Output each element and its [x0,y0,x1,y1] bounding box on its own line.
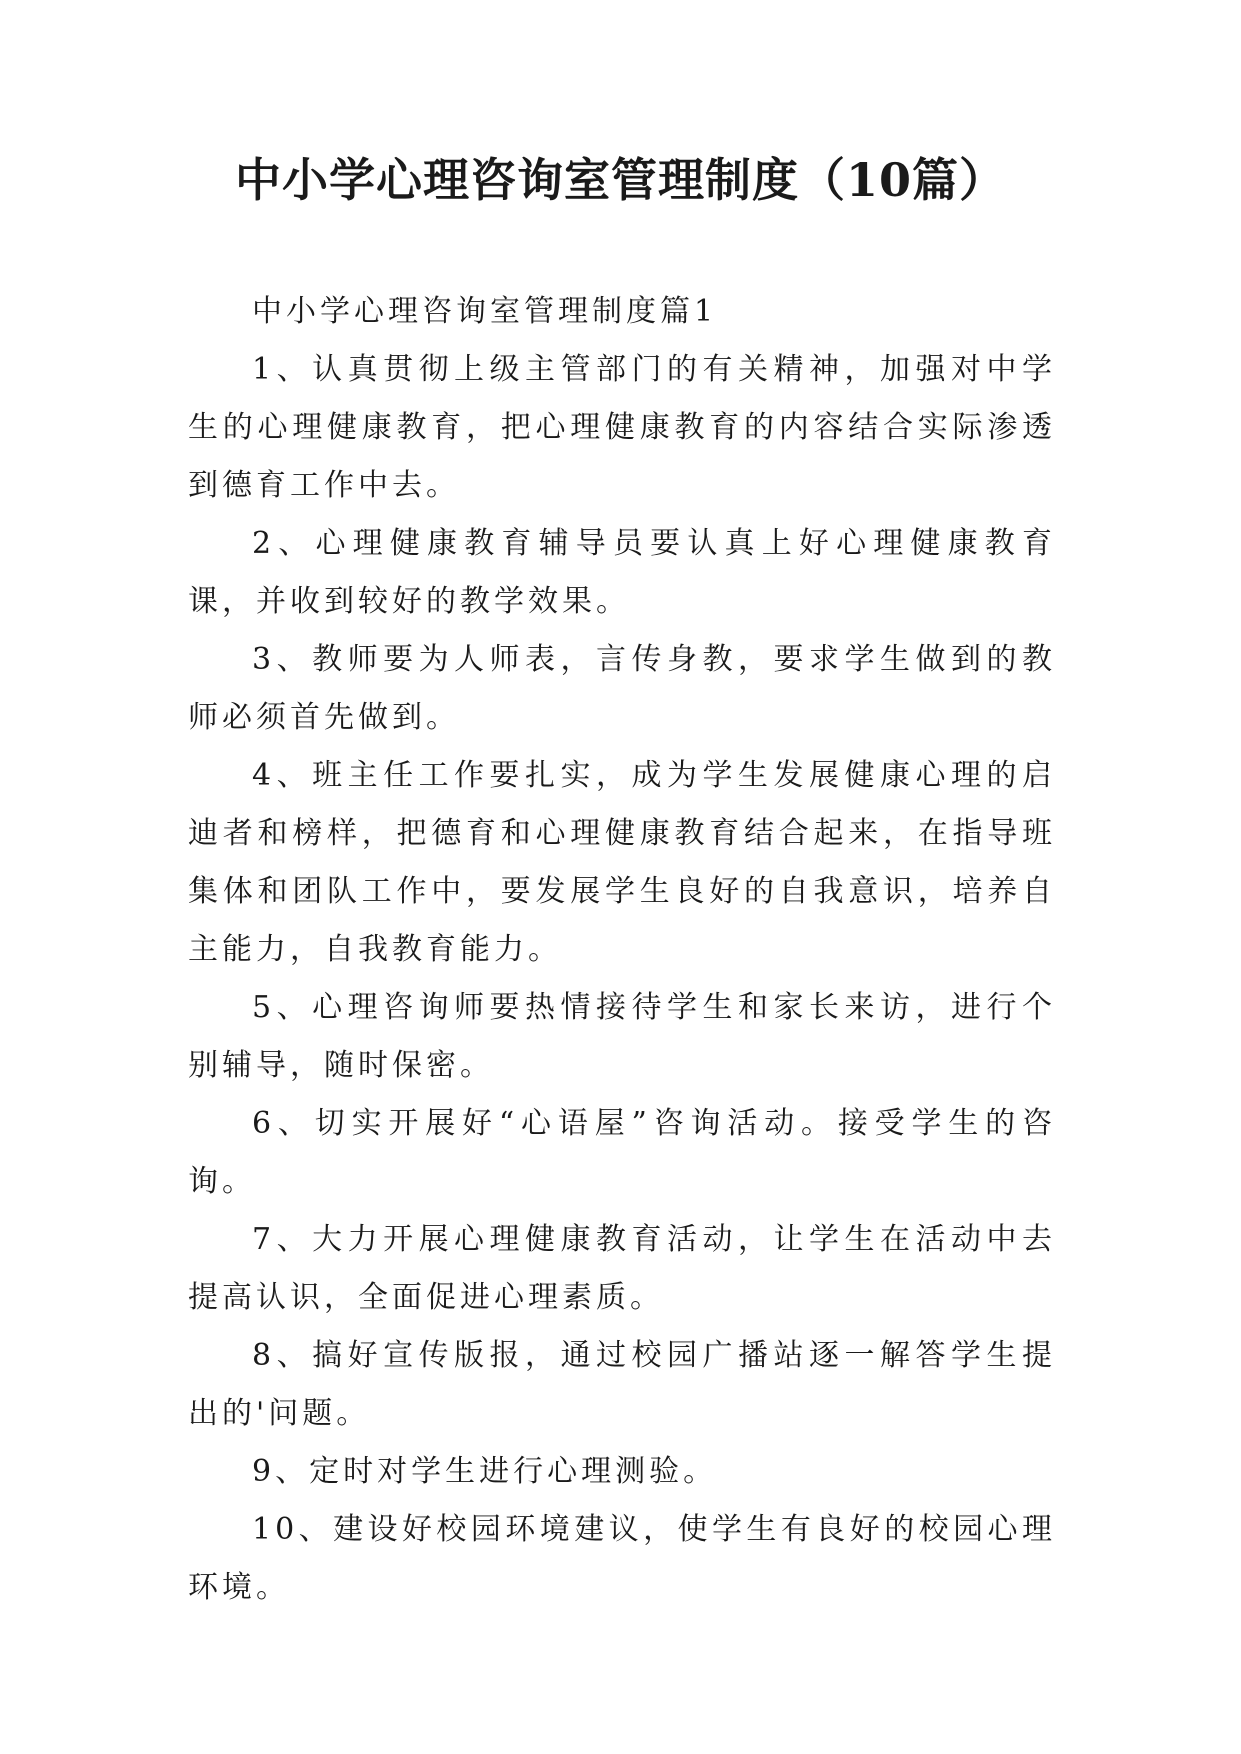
paragraph-4: 4、班主任工作要扎实，成为学生发展健康心理的启迪者和榜样，把德育和心理健康教育结合起来，在指导班集体和团队工作中，要发展学生良好的自我意识，培养自主能力，自我教育能力。 [188,758,1056,967]
paragraph-2: 2、心理健康教育辅导员要认真上好心理健康教育课，并收到较好的教学效果。 [188,526,1056,619]
paragraph-8: 8、搞好宣传版报，通过校园广播站逐一解答学生提出的'问题。 [188,1338,1056,1431]
paragraph-9: 9、定时对学生进行心理测验。 [252,1454,718,1489]
paragraph-7: 7、大力开展心理健康教育活动，让学生在活动中去提高认识，全面促进心理素质。 [188,1222,1056,1315]
section-heading: 中小学心理咨询室管理制度篇1 [252,294,718,329]
paragraph-1: 1、认真贯彻上级主管部门的有关精神，加强对中学生的心理健康教育，把心理健康教育的内容结合实际渗透到德育工作中去。 [188,352,1056,503]
document-title: 中小学心理咨询室管理制度（10篇） [234,153,1006,207]
paragraph-10: 10、建设好校园环境建议，使学生有良好的校园心理环境。 [188,1512,1056,1605]
paragraph-5: 5、心理咨询师要热情接待学生和家长来访，进行个别辅导，随时保密。 [188,990,1056,1083]
paragraph-6: 6、切实开展好“心语屋”咨询活动。接受学生的咨询。 [188,1106,1056,1199]
paragraph-3: 3、教师要为人师表，言传身教，要求学生做到的教师必须首先做到。 [188,642,1056,735]
document-body [188,283,1056,1617]
